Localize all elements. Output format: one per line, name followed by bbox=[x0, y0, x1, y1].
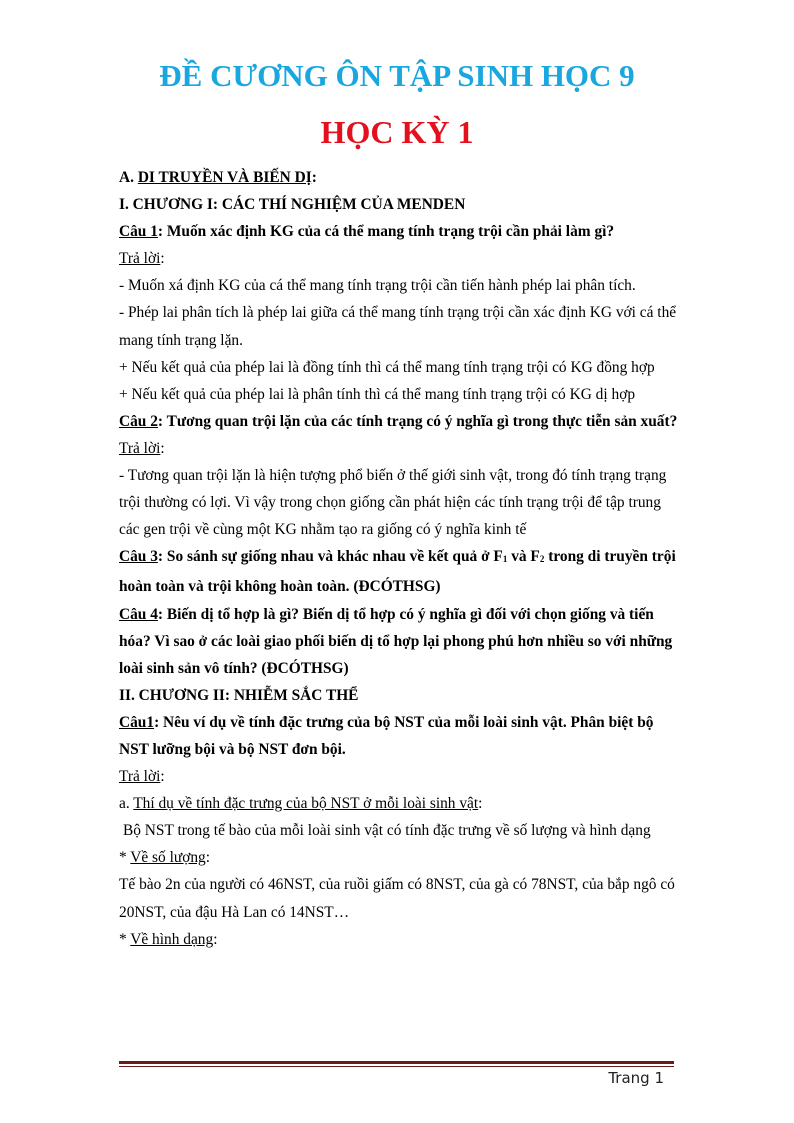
chapter-2-heading: II. CHƯƠNG II: NHIỄM SẮC THỂ bbox=[119, 686, 359, 704]
footer-rule-thick bbox=[119, 1061, 674, 1064]
chapter-2-answer-label bbox=[119, 763, 679, 790]
answer-1-label bbox=[119, 245, 679, 272]
answer-a-title: Thí dụ về tính đặc trưng của bộ NST ở mỗi loài sinh vật bbox=[133, 795, 479, 813]
answer-1-line-3: + Nếu kết quả của phép lai là đồng tính thì cá thể mang tính trạng trội có KG đồng hợp bbox=[119, 358, 655, 376]
answer-a-prefix: a. bbox=[119, 795, 134, 813]
bullet-star: * bbox=[119, 930, 131, 948]
question-1-label: Câu 1 bbox=[119, 223, 158, 241]
document-title: ĐỀ CƯƠNG ÔN TẬP SINH HỌC 9 bbox=[159, 58, 635, 93]
answer-1-line-2: - Phép lai phân tích là phép lai giữa cá thể mang tính trạng trội cần xác định KG với cá thể mang tính trạng lặn. bbox=[119, 304, 677, 349]
answer-1-line-4: + Nếu kết quả của phép lai là phân tính thì cá thể mang tính trạng trội có KG dị hợp bbox=[119, 385, 636, 403]
section-a-prefix: A. bbox=[119, 169, 138, 186]
page-number: Trang 1 bbox=[608, 1069, 664, 1087]
document-body bbox=[119, 164, 679, 953]
answer-a-colon: : bbox=[478, 795, 483, 813]
chapter-1-heading: I. CHƯƠNG I: CÁC THÍ NGHIỆM CỦA MENDEN bbox=[119, 196, 466, 214]
quantity-colon: : bbox=[205, 849, 211, 867]
section-a-heading bbox=[119, 164, 679, 191]
question-3-label: Câu 3 bbox=[119, 548, 158, 566]
answer-colon: : bbox=[160, 439, 165, 457]
answer-colon: : bbox=[160, 768, 165, 786]
shape-heading bbox=[119, 926, 679, 953]
question-3-text-b: và F bbox=[507, 548, 540, 566]
question-3-sub-2: 2 bbox=[539, 554, 545, 565]
section-a-title: DI TRUYỀN VÀ BIẾN DỊ bbox=[137, 169, 312, 186]
bullet-star: * bbox=[119, 849, 131, 867]
question-2 bbox=[119, 408, 679, 435]
answer-1-line-1: - Muốn xá định KG của cá thể mang tính trạng trội cần tiến hành phép lai phân tích. bbox=[119, 277, 636, 295]
question-2-text: : Tương quan trội lặn của các tính trạng có ý nghĩa gì trong thực tiễn sản xuất? bbox=[157, 412, 678, 430]
footer-rule-thin bbox=[119, 1066, 674, 1067]
question-1 bbox=[119, 218, 679, 245]
chapter-2-answer-a-line-1: Bộ NST trong tế bào của mỗi loài sinh vật có tính đặc trưng về số lượng và hình dạng bbox=[123, 822, 651, 840]
answer-2-label bbox=[119, 435, 679, 462]
answer-colon: : bbox=[160, 250, 165, 268]
question-4-label: Câu 4 bbox=[119, 605, 158, 623]
chapter-2-answer-a-heading bbox=[119, 790, 679, 817]
question-3-text-a: : So sánh sự giống nhau và khác nhau về kết quả ở F bbox=[157, 548, 503, 566]
document-subtitle: HỌC KỲ 1 bbox=[320, 114, 474, 150]
chapter-2-question-1-text: : Nêu ví dụ về tính đặc trưng của bộ NST của mỗi loài sinh vật. Phân biệt bộ NST lưỡng bội và bộ NST đơn bội. bbox=[119, 713, 654, 758]
question-2-label: Câu 2 bbox=[119, 412, 158, 430]
chapter-2-question-1 bbox=[119, 709, 679, 763]
answer-2-line-1: - Tương quan trội lặn là hiện tượng phổ biến ở thế giới sinh vật, trong đó tính trạng trạng trội thường có lợi. Vì vậy trong chọn giống cần phát hiện các tính trạng trội để tập trung các gen trội về cùng một KG nhằm tạo ra giống có ý nghĩa kinh tế bbox=[119, 467, 667, 539]
question-4 bbox=[119, 601, 679, 682]
question-3-sub-1: 1 bbox=[502, 554, 508, 565]
question-1-text: : Muốn xác định KG của cá thể mang tính trạng trội cần phải làm gì? bbox=[157, 223, 615, 241]
answer-label: Trả lời bbox=[119, 250, 161, 268]
chapter-2-question-1-label: Câu1 bbox=[119, 713, 155, 731]
quantity-heading bbox=[119, 844, 679, 871]
question-4-text: : Biến dị tổ hợp là gì? Biến dị tổ hợp có ý nghĩa gì đối với chọn giống và tiến hóa? Vì sao ở các loài giao phối biến dị tổ hợp lại phong phú hơn nhiều so với những loài sinh sản vô tính? (ĐCÓTHSG) bbox=[119, 605, 673, 677]
quantity-text: Tế bào 2n của người có 46NST, của ruồi giấm có 8NST, của gà có 78NST, của bắp ngô có 20NST, của đậu Hà Lan có 14NST… bbox=[119, 876, 675, 921]
answer-label: Trả lời bbox=[119, 768, 161, 786]
quantity-title: Về số lượng bbox=[130, 849, 206, 867]
shape-title: Về hình dạng bbox=[130, 930, 214, 948]
shape-colon: : bbox=[213, 930, 218, 948]
answer-label: Trả lời bbox=[119, 439, 161, 457]
section-a-suffix: : bbox=[311, 169, 317, 186]
question-3 bbox=[119, 543, 679, 600]
question-3-text-c: trong di truyền trội hoàn toàn và trội không hoàn toàn. (ĐCÓTHSG) bbox=[119, 548, 676, 596]
